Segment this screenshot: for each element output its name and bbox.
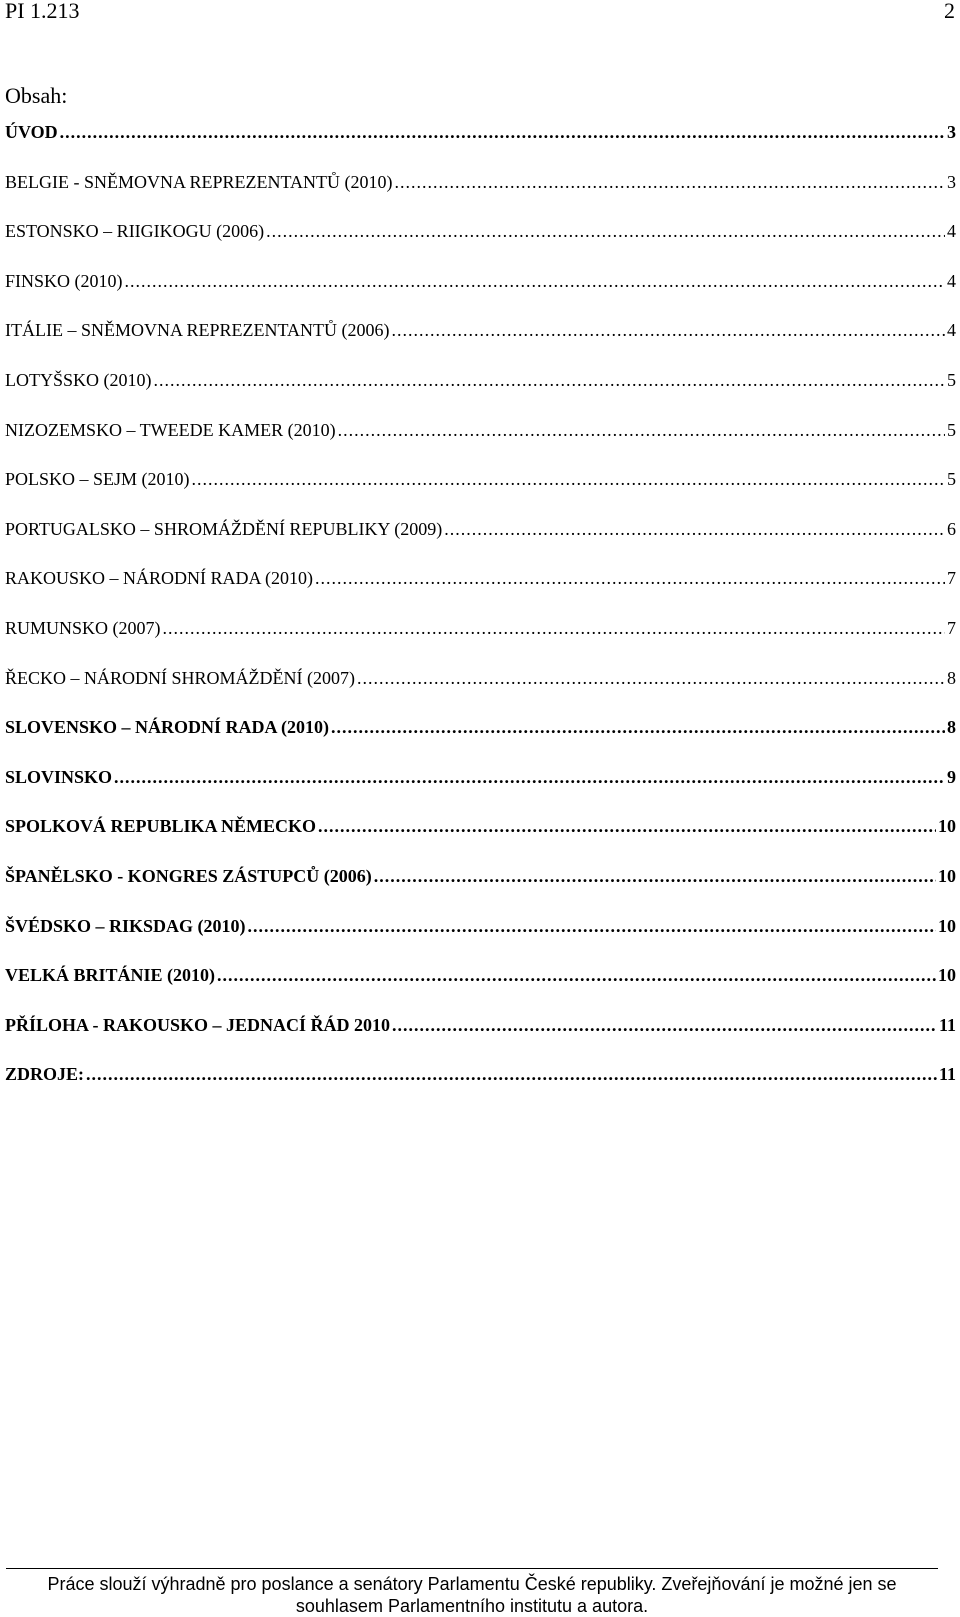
toc-entry-page: 5 — [947, 369, 956, 390]
toc-entry[interactable] — [5, 816, 956, 866]
toc-entry-title: RUMUNSKO (2007) — [5, 617, 161, 638]
toc-entry-page: 5 — [947, 419, 956, 440]
toc-dot-leader — [315, 568, 945, 588]
toc-entry[interactable] — [5, 668, 956, 718]
toc-entry-page: 5 — [947, 469, 956, 490]
toc-entry[interactable] — [5, 370, 956, 420]
toc-heading: Obsah: — [5, 83, 68, 108]
toc-entry-page: 6 — [947, 518, 956, 539]
toc-entry-title: ITÁLIE – SNĚMOVNA REPREZENTANTŮ (2006) — [5, 320, 390, 341]
footer-line-1: Práce slouží výhradně pro poslance a senátory Parlamentu České republiky. Zveřejňování je možné jen se — [47, 1574, 897, 1594]
toc-entry-title: ŠPANĚLSKO - KONGRES ZÁSTUPCŮ (2006) — [5, 865, 372, 886]
toc-entry-title: VELKÁ BRITÁNIE (2010) — [5, 965, 216, 986]
toc-entry[interactable] — [5, 271, 956, 321]
toc-entry[interactable] — [5, 1064, 956, 1114]
toc-entry[interactable] — [5, 618, 956, 668]
toc-entry-title: PORTUGALSKO – SHROMÁŽDĚNÍ REPUBLIKY (2009) — [5, 518, 443, 539]
toc-dot-leader — [154, 370, 946, 390]
toc-entry-title: FINSKO (2010) — [5, 270, 123, 291]
toc-entry[interactable] — [5, 965, 956, 1015]
toc-dot-leader — [114, 767, 945, 787]
document-id: PI 1.213 — [5, 0, 80, 23]
toc-dot-leader — [338, 420, 945, 440]
toc-entry-page: 8 — [947, 667, 956, 688]
page-number: 2 — [944, 0, 955, 23]
toc-entry[interactable] — [5, 1015, 956, 1065]
toc-entry-title: LOTYŠSKO (2010) — [5, 369, 152, 390]
toc-dot-leader — [86, 1064, 937, 1084]
toc-entry[interactable] — [5, 172, 956, 222]
toc-dot-leader — [163, 618, 945, 638]
page-header — [5, 0, 955, 26]
toc-dot-leader — [318, 816, 936, 836]
toc-dot-leader — [444, 519, 945, 539]
footer-notice — [0, 1573, 944, 1617]
toc-dot-leader — [357, 668, 945, 688]
toc-entry[interactable] — [5, 717, 956, 767]
toc-entry-page: 10 — [938, 816, 956, 837]
toc-entry[interactable] — [5, 122, 956, 172]
toc-entry-page: 4 — [947, 270, 956, 291]
toc-entry-title: ÚVOD — [5, 122, 58, 142]
toc-entry-title: ŘECKO – NÁRODNÍ SHROMÁŽDĚNÍ (2007) — [5, 667, 355, 688]
toc-entry-title: POLSKO – SEJM (2010) — [5, 469, 190, 490]
toc-entry-page: 8 — [947, 717, 956, 738]
toc-entry-title: PŘÍLOHA - RAKOUSKO – JEDNACÍ ŘÁD 2010 — [5, 1014, 391, 1035]
toc-entry-page: 10 — [938, 915, 956, 936]
toc-entry-page: 10 — [938, 865, 956, 886]
toc-entry-title: ESTONSKO – RIIGIKOGU (2006) — [5, 221, 265, 242]
toc-dot-leader — [392, 320, 945, 340]
toc-entry-page: 7 — [947, 568, 956, 589]
toc-entry[interactable] — [5, 767, 956, 817]
toc-entry-title: SLOVENSKO – NÁRODNÍ RADA (2010) — [5, 717, 330, 738]
footer-divider — [6, 1568, 938, 1569]
toc-entry-title: SLOVINSKO — [5, 766, 113, 787]
toc-dot-leader — [331, 717, 945, 737]
toc-entry-page: 11 — [938, 1014, 956, 1035]
toc-entry-page: 3 — [947, 171, 956, 192]
toc-entry-page: 7 — [947, 617, 956, 638]
toc-entry-page: 11 — [938, 1064, 956, 1085]
toc-dot-leader — [217, 965, 936, 985]
toc-dot-leader — [248, 916, 936, 936]
toc-dot-leader — [125, 271, 945, 291]
toc-entry[interactable] — [5, 568, 956, 618]
toc-entry[interactable] — [5, 420, 956, 470]
toc-entry-title: NIZOZEMSKO – TWEEDE KAMER (2010) — [5, 419, 336, 440]
toc-dot-leader — [395, 172, 945, 192]
toc-entry-title: ŠVÉDSKO – RIKSDAG (2010) — [5, 915, 246, 936]
toc-entry[interactable] — [5, 469, 956, 519]
toc-entry-title: BELGIE - SNĚMOVNA REPREZENTANTŮ (2010) — [5, 171, 393, 192]
toc-dot-leader — [374, 866, 936, 886]
toc-entry[interactable] — [5, 519, 956, 569]
toc-entry-page: 9 — [947, 766, 956, 787]
toc-entry[interactable] — [5, 221, 956, 271]
toc-entry-page: 4 — [947, 221, 956, 242]
toc-dot-leader — [266, 221, 945, 241]
table-of-contents — [5, 122, 956, 1114]
toc-entry-page: 4 — [947, 320, 956, 341]
toc-entry-title: ZDROJE: — [5, 1064, 85, 1085]
toc-entry-page: 10 — [938, 965, 956, 986]
toc-entry-page: 3 — [947, 122, 956, 142]
toc-entry[interactable] — [5, 320, 956, 370]
toc-entry[interactable] — [5, 866, 956, 916]
toc-entry-title: SPOLKOVÁ REPUBLIKA NĚMECKO — [5, 816, 317, 837]
footer-line-2: souhlasem Parlamentního institutu a autora. — [295, 1596, 649, 1616]
toc-dot-leader — [392, 1015, 937, 1035]
toc-entry-title: RAKOUSKO – NÁRODNÍ RADA (2010) — [5, 568, 314, 589]
toc-dot-leader — [192, 469, 945, 489]
toc-entry[interactable] — [5, 916, 956, 966]
toc-dot-leader — [60, 122, 945, 142]
